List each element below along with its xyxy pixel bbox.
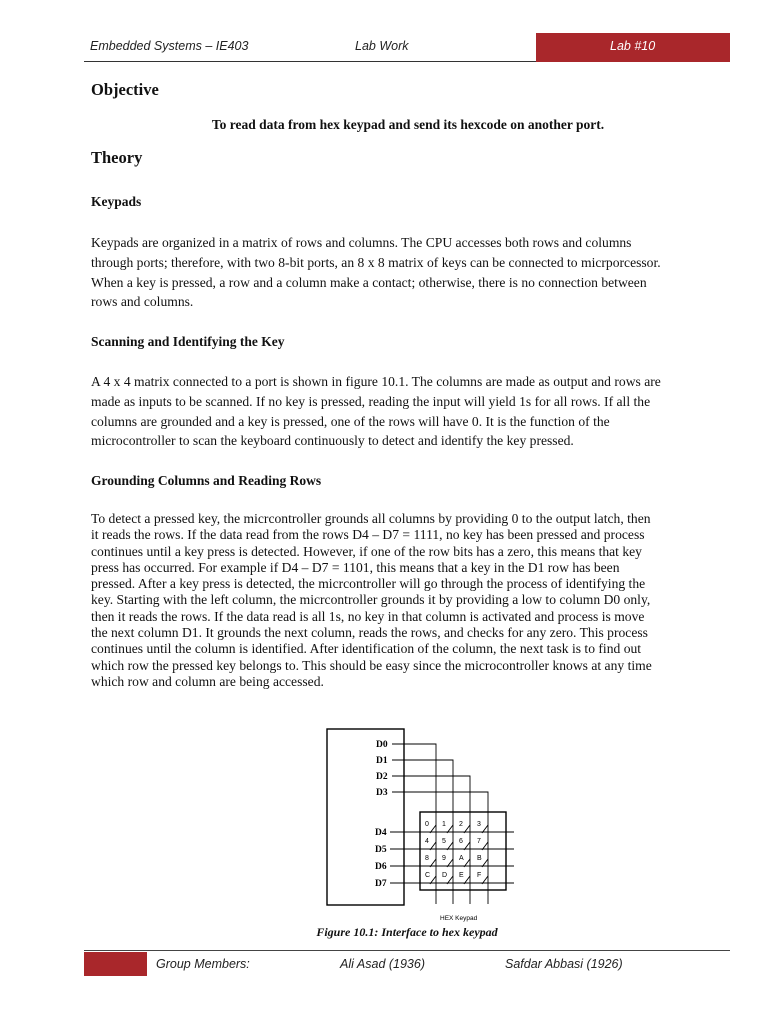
pin-label: D7	[375, 879, 387, 889]
paragraph-line: rows and columns.	[91, 294, 194, 310]
paragraph-line: A 4 x 4 matrix connected to a port is shown in figure 10.1. The columns are made as output and rows are	[91, 374, 661, 389]
paragraph-line: made as inputs to be scanned. If no key is pressed, reading the input will yield 1s for all rows. If all the	[91, 393, 651, 409]
grounding-paragraph	[91, 511, 731, 690]
port-box	[327, 729, 404, 905]
keypads-paragraph	[91, 233, 731, 312]
header-rule	[84, 61, 536, 62]
paragraph-line: continues until the column is identified. After identification of the column, the next task is to find out	[91, 641, 642, 657]
key-label: E	[459, 872, 464, 879]
key-switches	[430, 825, 488, 884]
footer-rule	[84, 950, 730, 951]
footer-accent-box	[84, 952, 147, 976]
key-label: C	[425, 872, 431, 879]
keypad-label: HEX Keypad	[440, 915, 478, 922]
footer-member-1: Ali Asad (1936)	[340, 957, 425, 971]
key-label: A	[459, 855, 464, 862]
paragraph-line: columns are grounded and a key is pressed, one of the rows will have 0. It is the function of the	[91, 413, 610, 429]
paragraph-line: which row the pressed key belongs to. This should be easy since the microcontroller knows at any time	[91, 657, 652, 673]
keypad-frame	[420, 812, 506, 890]
footer-label: Group Members:	[156, 957, 250, 971]
key-label: 1	[442, 821, 446, 828]
paragraph-line: continues until a key press is detected. However, if one of the row bits has a zero, this means that key	[91, 543, 642, 559]
pin-label: D4	[375, 828, 387, 838]
footer-member-2: Safdar Abbasi (1926)	[505, 957, 623, 971]
paragraph-line: microcontroller to scan the keyboard continuously to detect and identify the key pressed.	[91, 433, 574, 449]
header-course: Embedded Systems – IE403	[90, 39, 249, 53]
scanning-heading: Scanning and Identifying the Key	[91, 334, 285, 349]
pin-label: D0	[376, 740, 388, 750]
scanning-paragraph	[91, 372, 731, 451]
paragraph-line: the next column D1. It grounds the next column, reads the rows, and checks for any zero. This process	[91, 625, 648, 641]
pin-label: D5	[375, 845, 387, 855]
key-label: 6	[459, 838, 463, 845]
key-label: 0	[425, 821, 429, 828]
page-header	[84, 33, 730, 63]
grounding-heading: Grounding Columns and Reading Rows	[91, 473, 322, 488]
key-label: 5	[442, 838, 446, 845]
pin-label: D1	[376, 756, 388, 766]
paragraph-line: through ports; therefore, with two 8-bit ports, an 8 x 8 matrix of keys can be connected to micrporcessor.	[91, 254, 661, 270]
key-label: D	[442, 872, 448, 879]
paragraph-line: Keypads are organized in a matrix of rows and columns. The CPU accesses both rows and columns	[91, 235, 632, 250]
pin-label: D3	[376, 788, 388, 798]
row-wires	[390, 832, 514, 883]
theory-heading: Theory	[91, 148, 143, 167]
keypads-heading: Keypads	[91, 194, 142, 209]
pin-label: D2	[376, 772, 388, 782]
page-footer	[84, 950, 730, 977]
paragraph-line: it reads the rows. If the data read from the rows D4 – D7 = 1111, no key has been pressed and process	[91, 527, 645, 543]
objective-heading: Objective	[91, 80, 159, 99]
key-label: 8	[425, 855, 429, 862]
objective-text: To read data from hex keypad and send its hexcode on another port.	[211, 117, 605, 132]
key-label: 9	[442, 855, 446, 862]
paragraph-line: press has occurred. For example if D4 – D7 = 1101, this means that a key in the D1 row has been	[91, 559, 620, 575]
paragraph-line: then it reads the rows. If the data read is all 1s, no key in that column is activated and process is move	[91, 608, 645, 624]
column-wires	[392, 744, 488, 904]
header-lab: Lab #10	[610, 39, 656, 53]
key-label: 3	[477, 821, 481, 828]
paragraph-line: When a key is pressed, a row and a column make a contact; otherwise, there is no connection between	[91, 274, 647, 290]
paragraph-line: which row and column are being accessed.	[91, 673, 324, 689]
figure-caption: Figure 10.1: Interface to hex keypad	[316, 925, 498, 939]
header-work: Lab Work	[355, 39, 409, 53]
key-label: 7	[477, 838, 481, 845]
key-label: B	[477, 855, 482, 862]
key-label: 2	[459, 821, 463, 828]
paragraph-line: key. Starting with the left column, the micrcontroller grounds it by providing a low to column D0 only,	[91, 592, 651, 608]
key-label: 4	[425, 838, 429, 845]
paragraph-line: pressed. After a key press is detected, the micrcontroller will go through the process of identifying the	[91, 576, 646, 592]
pin-label: D6	[375, 862, 387, 872]
key-label: F	[477, 872, 482, 879]
paragraph-line: To detect a pressed key, the micrcontroller grounds all columns by providing 0 to the output latch, then	[91, 511, 651, 526]
